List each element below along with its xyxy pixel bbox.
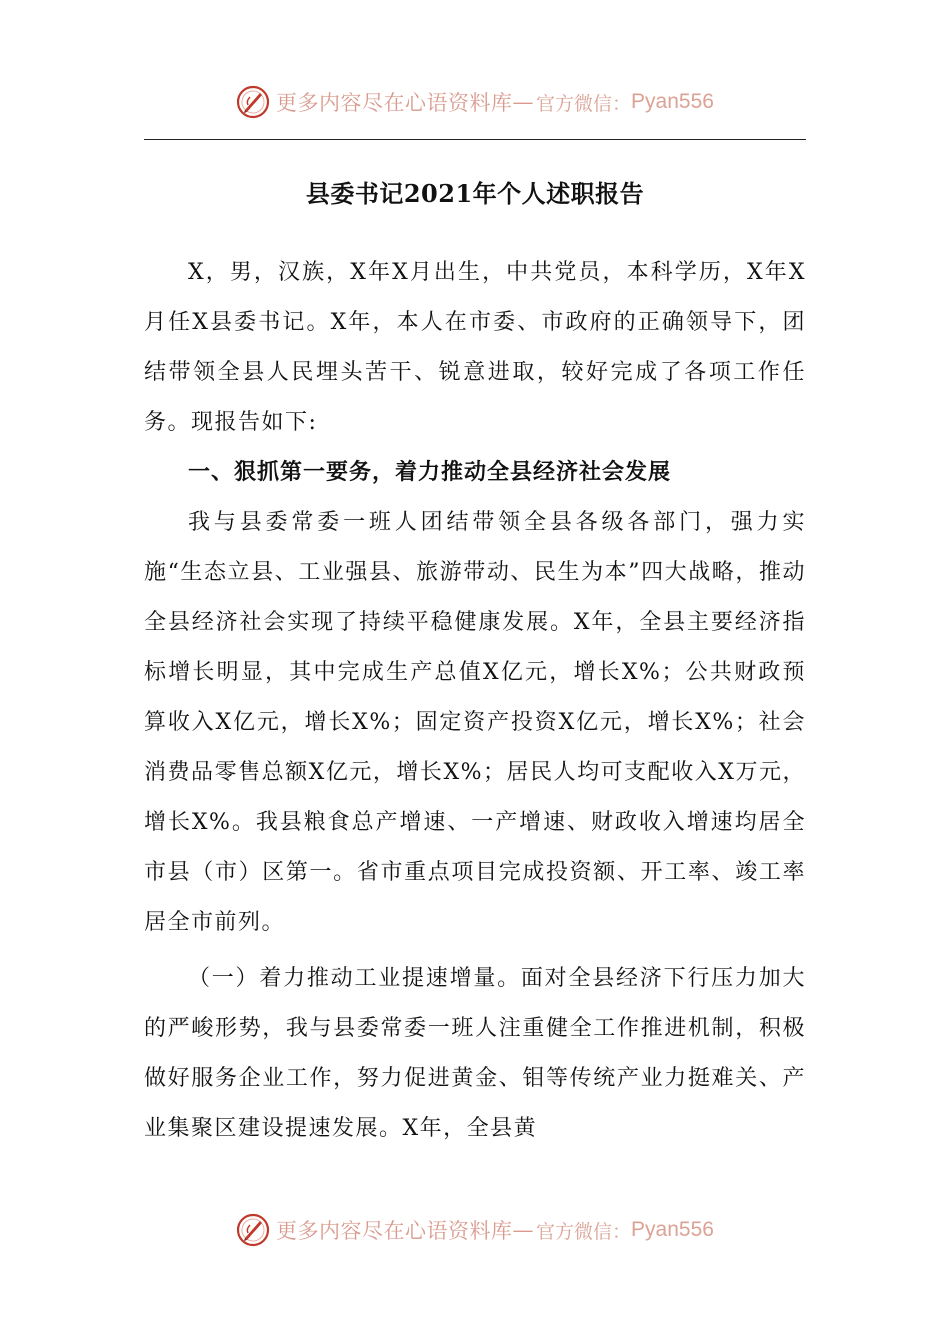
- subsection-1-lead: （一）着力推动工业提速增量。: [188, 966, 521, 991]
- subsection-1-paragraph: [144, 954, 806, 1154]
- watermark-wechat-id: Pyan556: [631, 90, 714, 113]
- quill-pen-seal-icon: [236, 1213, 270, 1247]
- watermark-brand-text: 更多内容尽在心语资料库: [276, 91, 513, 115]
- watermark-separator: —: [512, 1218, 535, 1242]
- watermark-wechat-id: Pyan556: [631, 1218, 714, 1241]
- watermark-separator: —: [512, 90, 535, 114]
- section-1-heading: 一、狠抓第一要务，着力推动全县经济社会发展: [188, 460, 672, 485]
- watermark-wechat-label: 官方微信：: [536, 1220, 632, 1243]
- header-watermark: [0, 82, 950, 122]
- section-1-paragraph: 我与县委常委一班人团结带领全县各级各部门，强力实施“生态立县、工业强县、旅游带动、民生为本”四大战略，推动全县经济社会实现了持续平稳健康发展。X年，全县主要经济指标增长明显，其中完成生产总值X亿元，增长X%；公共财政预算收入X亿元，增长X%；固定资产投资X亿元，增长X%；社会消费品零售总额X亿元，增长X%；居民人均可支配收入X万元，增长X%。我县粮食总产增速、一产增速、财政收入增速均居全市县（市）区第一。省市重点项目完成投资额、开工率、竣工率居全市前列。: [144, 510, 806, 935]
- watermark-wechat-label: 官方微信：: [536, 92, 632, 115]
- document-title: 县委书记2021年个人述职报告: [305, 179, 645, 208]
- footer-watermark: [0, 1210, 950, 1250]
- subsection-1-text: 面对全县经济下行压力加大的严峻形势，我与县委常委一班人注重健全工作推进机制，积极做好服务企业工作，努力促进黄金、钼等传统产业力挺难关、产业集聚区建设提速发展。X年，全县黄: [144, 966, 806, 1141]
- watermark-brand-text: 更多内容尽在心语资料库: [276, 1219, 513, 1243]
- document-body: [144, 248, 806, 1154]
- header-divider: [144, 139, 806, 140]
- quill-pen-seal-icon: [236, 85, 270, 119]
- intro-paragraph: X，男，汉族，X年X月出生，中共党员，本科学历，X年X月任X县委书记。X年，本人在市委、市政府的正确领导下，团结带领全县人民埋头苦干、锐意进取，较好完成了各项工作任务。现报告如下:: [144, 260, 806, 435]
